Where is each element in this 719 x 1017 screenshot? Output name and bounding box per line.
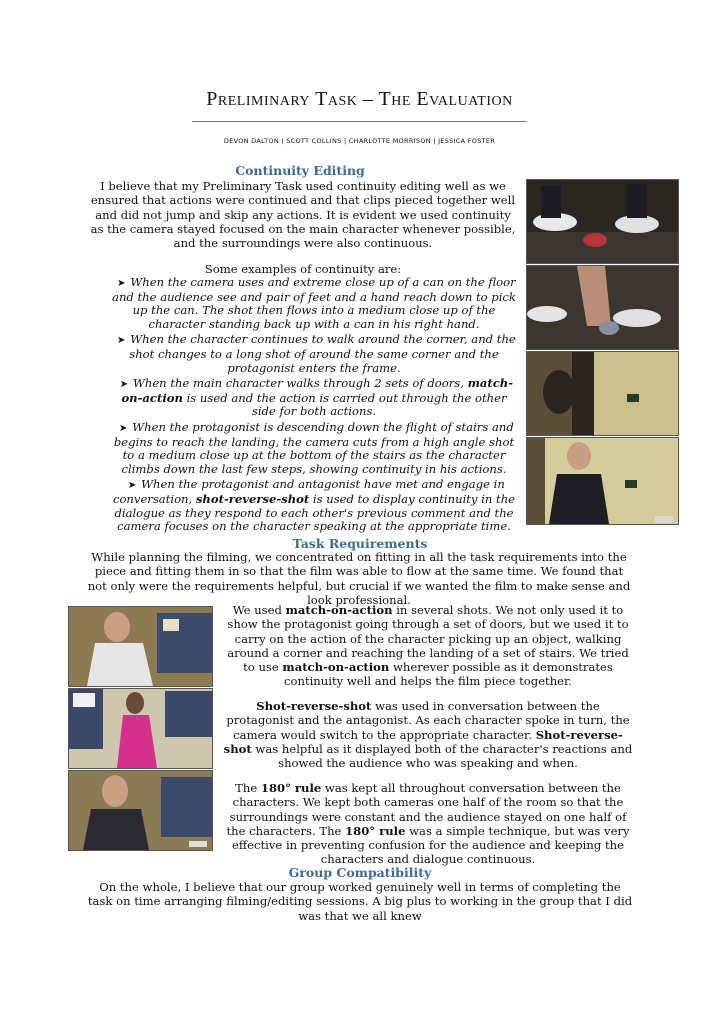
- list-item: ➤ When the main character walks through 2 sets of doors, match-on-action is used and the action is carried out through the other side for both actions.: [112, 377, 516, 419]
- group-text: On the whole, I believe that our group worked genuinely well in terms of completing the task on time arranging filming/editing sessions. A big plus to working in the group that I did was that we all knew: [87, 880, 633, 923]
- page-title: Preliminary Task – The Evaluation: [206, 88, 513, 110]
- frame-conversation: [526, 437, 679, 525]
- requirements-match-on-action: We used match-on-action in several shots. We not only used it to show the protagonist going through a set of doors, but we used it to carry on the action of the character picking up an object, walking around a corner and reaching the landing of a set of stairs. We tried to use match-on-action wherever possible as it demonstrates continuity well and helps the film piece together.: [227, 603, 629, 689]
- frame-can-closeup: [526, 179, 679, 264]
- list-item: ➤ When the camera uses and extreme close up of a can on the floor and the audience see and pair of feet and a hand reach down to pick up the can. The shot then flows into a medium close up of the character standing back up with a can in his right hand.: [112, 275, 516, 331]
- list-item: ➤ When the protagonist and antagonist have met and engage in conversation, shot-reverse-shot is used to display continuity in the dialogue as they respond to each other's previous comment and the camera focuses on the character speaking at the appropriate time.: [112, 477, 516, 534]
- list-item: ➤ When the character continues to walk around the corner, and the shot changes to a long shot of around the same corner and the protagonist enters the frame.: [112, 333, 516, 375]
- frame-hand-pickup: [526, 265, 679, 350]
- examples-intro: Some examples of continuity are:: [204, 262, 402, 276]
- list-item: ➤ When the protagonist is descending down the flight of stairs and begins to reach the landing, the camera cuts from a high angle shot to a medium close up at the bottom of the stairs as the character climbs down the last few steps, showing continuity in his actions.: [113, 419, 515, 476]
- requirements-intro: While planning the filming, we concentrated on fitting in all the task requirements into the piece and fitting them in so that the film was able to flow at the same time. We found that not only were the requirements helpful, but crucial if we wanted the film to make sense and look professional.: [87, 550, 631, 607]
- frame-doors: [526, 351, 679, 436]
- arrow-bullet-icon: ➤: [119, 379, 129, 391]
- continuity-intro: I believe that my Preliminary Task used continuity editing well as we ensured that actions were continued and that clips pieced together well and did not jump and skip any actions. It is evident we used continuity as the camera stayed focused on the main character whenever possible, and the surroundings were also continuous.: [90, 179, 516, 251]
- frame-classroom-2: [68, 688, 213, 769]
- title-divider: [192, 121, 527, 122]
- continuity-examples-list: [112, 276, 516, 536]
- frame-classroom-1: [68, 606, 213, 687]
- requirements-heading: Task Requirements: [292, 536, 428, 551]
- arrow-bullet-icon: ➤: [117, 278, 126, 289]
- frame-classroom-3: [68, 770, 213, 851]
- continuity-heading: Continuity Editing: [235, 163, 365, 178]
- requirements-shot-reverse-shot: Shot-reverse-shot was used in conversation between the protagonist and the antagonist. As each character spoke in turn, the camera would switch to the appropriate character. Shot-reverse-shot was helpful as it displayed both of the character's reactions and showed the audience who was speaking and when.: [223, 699, 633, 771]
- group-heading: Group Compatibility: [288, 865, 432, 880]
- requirements-180-rule: The 180° rule was kept all throughout conversation between the characters. We kept both cameras one half of the room so that the surroundings were constant and the audience stayed on one half of the characters. The 180° rule was a simple technique, but was very effective in preventing confusion for the audience and keeping the characters and dialogue continuous.: [226, 781, 630, 867]
- author-list: DEVON DALTON | SCOTT COLLINS | CHARLOTTE MORRISON | JESSICA FOSTER: [223, 137, 496, 145]
- arrow-bullet-icon: ➤: [127, 480, 137, 492]
- arrow-bullet-icon: ➤: [117, 335, 126, 347]
- arrow-bullet-icon: ➤: [119, 422, 128, 434]
